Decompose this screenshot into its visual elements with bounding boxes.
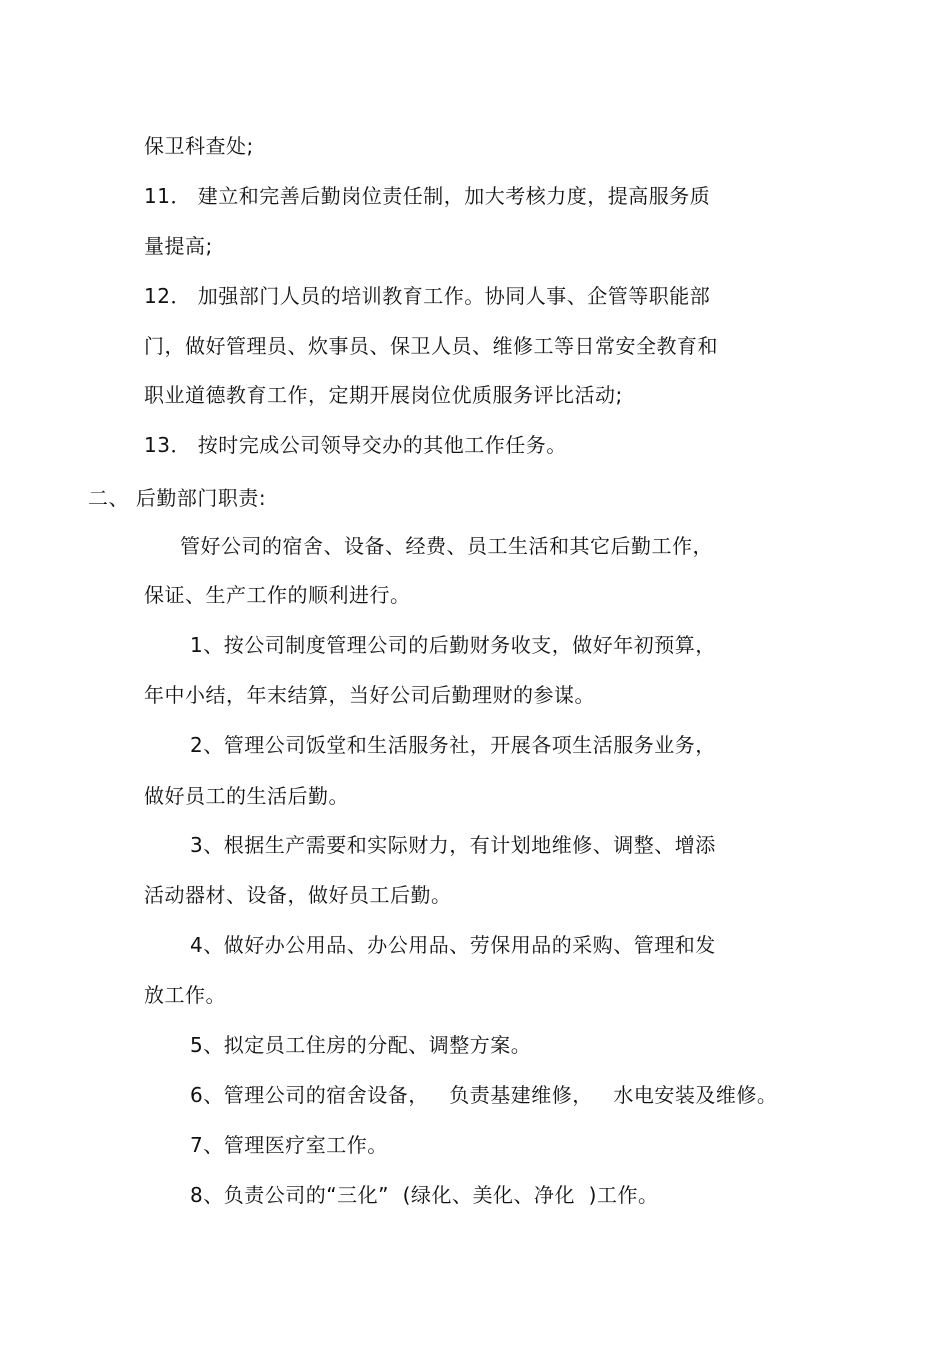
section-heading: 二、 后勤部门职责: — [88, 486, 267, 510]
text-line-20: 6、管理公司的宿舍设备， 负责基建维修， 水电安装及维修。 — [190, 1083, 778, 1107]
text-line-10: 保证、生产工作的顺利进行。 — [144, 583, 411, 607]
text-line-15: 3、根据生产需要和实际财力，有计划地维修、调整、增添 — [190, 833, 716, 857]
text-line-11: 1、按公司制度管理公司的后勤财务收支，做好年初预算， — [190, 633, 716, 657]
text-line-9: 管好公司的宿舍、设备、经费、员工生活和其它后勤工作， — [180, 534, 713, 558]
text-line-14: 做好员工的生活后勤。 — [144, 784, 349, 808]
text-line-21: 7、管理医疗室工作。 — [190, 1133, 388, 1157]
text-line-2: 11． 建立和完善后勤岗位责任制，加大考核力度，提高服务质 — [144, 184, 711, 208]
text-line-4: 12． 加强部门人员的培训教育工作。协同人事、企管等职能部 — [144, 284, 711, 308]
text-line-22: 8、负责公司的“三化” (绿化、美化、净化 )工作。 — [190, 1183, 659, 1207]
text-line-1: 保卫科查处; — [144, 134, 254, 158]
text-line-16: 活动器材、设备，做好员工后勤。 — [144, 883, 452, 907]
text-line-13: 2、管理公司饭堂和生活服务社，开展各项生活服务业务， — [190, 733, 716, 757]
text-line-19: 5、拟定员工住房的分配、调整方案。 — [190, 1033, 532, 1057]
text-line-7: 13． 按时完成公司领导交办的其他工作任务。 — [144, 433, 567, 457]
text-line-18: 放工作。 — [144, 983, 226, 1007]
text-line-3: 量提高; — [144, 234, 213, 258]
text-line-5: 门，做好管理员、炊事员、保卫人员、维修工等日常安全教育和 — [144, 334, 718, 358]
text-line-12: 年中小结，年末结算，当好公司后勤理财的参谋。 — [144, 683, 595, 707]
text-line-17: 4、做好办公用品、办公用品、劳保用品的采购、管理和发 — [190, 933, 716, 957]
text-line-6: 职业道德教育工作，定期开展岗位优质服务评比活动; — [144, 383, 623, 407]
